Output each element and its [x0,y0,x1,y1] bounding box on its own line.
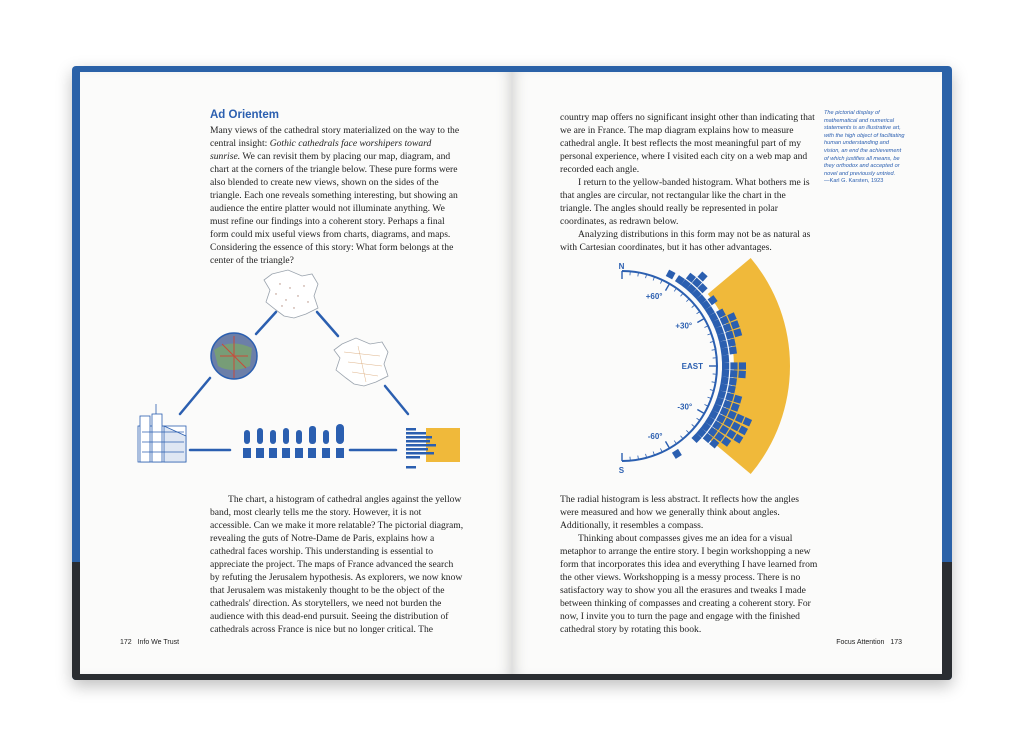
compass-tick [692,305,695,308]
histogram-cell [722,362,729,369]
left-page [80,72,512,674]
right-paragraph-2: I return to the yellow-banded histogram. What bothers me is that angles are circular, not rectangular like the chart in the triangle. The angles should really be represented in polar coordinates, as redrawn below. [560,177,810,227]
compass-tick [674,288,676,291]
triangle-edge-right-lower [385,386,408,414]
minus60-label: -60° [647,432,663,442]
intro-text-after: We can revisit them by placing our map, diagram, and chart at the corners of the triangle below. These pure forms were also blended to create new views, shown on the sides of the triangle. Each one reveals something interesting, but showing an audience the entire platter would not illuminate anything. We must refine our findings into a coherent story. Perhaps a final form could mix useful views from charts, diagrams, and maps. Considering the essence of this story: What form belongs at the center of the triangle? [210,151,458,266]
compass-tick [666,284,670,291]
compass-tick [674,441,676,444]
right-lower-paragraph-1: The radial histogram is less abstract. It reflects how the angles were measured and how we generally think about angles. Additionally, it resembles a compass. [560,494,799,531]
radial-histogram-chart [582,256,862,476]
histogram-cell [721,376,729,384]
compass-tick [686,430,689,433]
north-label: N [618,262,625,272]
histogram-cell [730,370,738,378]
upper-text-block [560,111,816,254]
plus60-label: +60° [645,291,663,301]
south-label: S [618,465,625,475]
triangle-edge-right-upper [317,312,338,336]
france-map-diagram [334,338,388,386]
right-lower-paragraph-2: Thinking about compasses gives me an idea for a visual metaphor to arrange the entire story. I begin workshopping a new form that incorporates this idea and everything I have learned from the other views. Workshopping is a messy process. There is no satisfactory way to show you all the erasures and tweaks I made between thinking of compasses and creating a coherent story. For now, I invite you to turn the page and engage with the finished cathedral story by rotating this book. [560,533,818,635]
right-page-number: 173 [890,639,902,646]
minus30-label: -30° [677,402,693,412]
histogram-cell [727,385,736,394]
globe-map [211,333,257,379]
histogram-cell [730,362,737,369]
triangle-edge-left-lower [180,378,210,414]
intro-text-before: Many views of the cathedral story materialized on the way to the central insight: [210,125,460,149]
sidenote-attribution: —Karl G. Karsten, 1923 [824,178,884,185]
histogram-cell [738,371,746,379]
left-running-title: Info We Trust [137,639,180,646]
cathedral-cutaway-diagram [138,404,186,462]
cathedral-windows-row [243,424,344,458]
compass-tick [680,293,683,296]
histogram-cell [739,362,746,369]
histogram-cell [672,449,682,459]
lower-right-text-block [560,493,818,636]
compass-tick [697,312,700,314]
right-page [512,72,942,674]
compass-tick [686,299,689,302]
views-triangle-figure [80,266,512,496]
compass-tick [666,441,670,448]
right-footer [836,639,902,646]
histogram-cell [727,338,736,347]
histogram-cell [719,340,728,349]
section-heading: Ad Orientem [210,109,280,121]
histogram-cell [722,355,730,363]
compass-tick [697,410,704,414]
sidenote-quote [824,110,906,186]
france-map-top [264,270,318,318]
left-footer [120,639,179,646]
histogram-cell [666,270,676,280]
lower-text-block [210,493,465,636]
compass-tick [680,436,683,439]
compass-tick [692,424,695,427]
compass-tick [697,319,704,323]
right-paragraph-3: Analyzing distributions in this form may not be as natural as with Cartesian coordinates, but it has other advantages. [560,229,811,253]
lower-paragraph: The chart, a histogram of cathedral angles against the yellow band, most clearly tells me the story. However, it is not accessible. Can we make it more relatable? The pictorial diagram, revealing the guts of Notre-Dame de Paris, explains how a cathedral faces worship. This understanding is essential to appreciate the project. The maps of France advanced the search by refuting the Jerusalem hypothesis. As explorers, we now know that Jerusalem was mistakenly thought to be the object of the cathedrals' direction. As storytellers, we need not burden the audience with this dead-end pursuit. Seeing the distribution of cathedrals across France is nice but no longer critical. The [210,494,464,635]
intro-paragraph [210,124,462,267]
histogram-cell [729,378,737,386]
mini-histogram [406,428,460,469]
histogram-cell [722,369,730,377]
histogram-cell [721,348,729,356]
histogram-cell [729,346,737,354]
intro-italic-insight: Gothic cathedrals face worshipers toward sunrise. [210,138,432,162]
sidenote-quote-text: The pictorial display of mathematical and numerical statements is an illustrative art, with the high object of facilitating human understanding and vision, an end the achievement of which justifies all means, be they orthodox and accepted or novel and previously untried. [824,110,905,177]
right-paragraph-1: country map offers no significant insight other than indicating that we are in France. The map diagram explains how to measure cathedral angle. It best reflects the most meaningful part of my personal experience, where I visited each city on a web map and recorded each angle. [560,112,815,175]
right-running-title: Focus Attention [836,639,885,646]
compass-tick [697,418,700,420]
left-page-number: 172 [120,639,132,646]
triangle-edge-left-upper [256,312,276,334]
plus30-label: +30° [675,321,693,331]
east-label: EAST [681,362,703,371]
intro-text-block [210,124,462,267]
